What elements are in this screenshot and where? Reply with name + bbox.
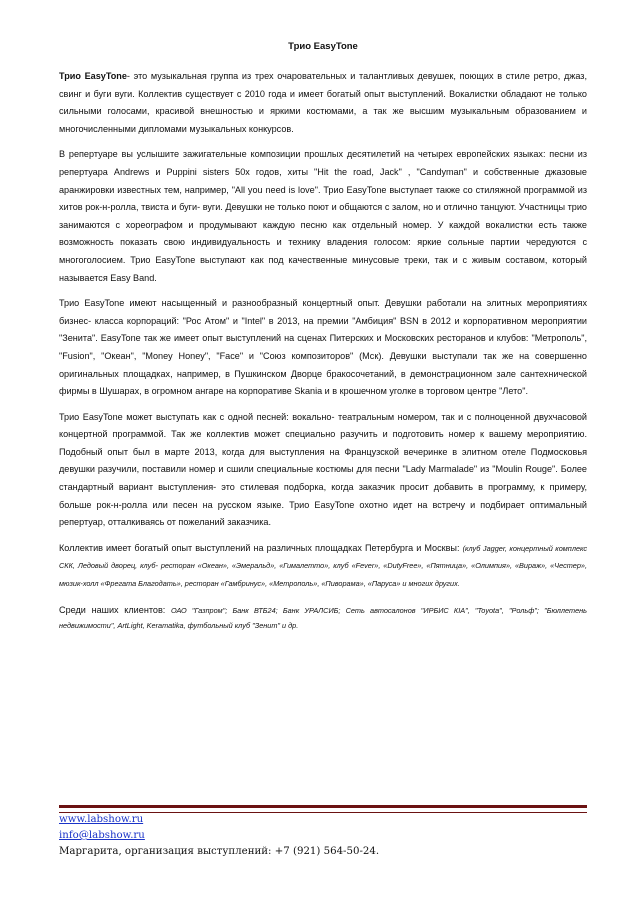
email-link[interactable]: info@labshow.ru: [59, 830, 145, 841]
clients-list: ОАО "Газпром"; Банк ВТБ24; Банк УРАЛСИБ; Сеть автосалонов "ИРБИС КIA", "Toyota", "Рольф"; "Бюллетень недвижимости", ArtLight, Keramatika, футбольный клуб "Зенит" и др.: [59, 605, 587, 630]
website-link[interactable]: www.labshow.ru: [59, 814, 144, 825]
paragraph-formats: Трио EasyTone может выступать как с одной песней: вокально- театральным номером, так и с полноценной двухчасовой концертной программой. Так же коллектив может специально разучить и подготовить номер к вашему мероприятию. Подобный опыт был в марте 2013, когда для выступления на Французской вечеринке в элитном отеле Подмосковья девушки разучили, поставили номер и сшили специальные костюмы для песни "Lady Marmalade" из "Moulin Rouge". Более стандартный вариант выступления- это стилевая подборка, когда заказчик просит добавить в программу, к примеру, больше рок-н-ролла или песен на русском языке. Трио EasyTone охотно идет на встречу и подбирает оптимальный репертуар, отталкиваясь от пожеланий заказчика.: [59, 411, 587, 528]
document-title: Трио EasyTone: [288, 41, 358, 52]
intro-text: - это музыкальная группа из трех очаровательных и талантливых девушек, поющих в стиле ретро, джаз, свинг и буги вуги. Коллектив существует с 2010 года и имеет богатый опыт выступлений. Вокалистки обладают не только сильными голосами, красивой внешностью и яркими костюмами, а так же высшим музыкальным образованием и многочисленными дипломами музыкальных конкурсов.: [59, 71, 587, 134]
paragraph-venues: [59, 540, 587, 593]
document-body: [59, 40, 587, 641]
venues-list: (клуб Jagger, концертный комплекс СКК, Ледовый дворец, клуб- ресторан «Океан», «Эмеральд», «Гималетто», клуб «Fever», «DutyFree», «Пятница», «Олимпия», «Вираж», «Честер», мюзик-холл «Фрегата Благодать», ресторан «Гамбринус», «Метрополь», «Пиворама», «Паруса» и многих других.: [59, 543, 588, 589]
paragraph-repertoire: В репертуаре вы услышите зажигательные композиции прошлых десятилетий на четырех европейских языках: песни из репертуара Andrews и Puppini sisters 50х годов, хиты "Hit the road, Jack" , "Candyman" и собственные джазовые аранжировки известных тем, например, "All you need is love". Трио EasyTone выступает также со стиляжной программой из хитов рок-н-ролла, твиста и буги- вуги. Девушки не только поют и общаются с залом, но и отлично танцуют. Участницы трио занимаются с хореографом и продумывают каждую песню как отдельный номер. У каждой вокалистки есть также возможность показать свою индивидуальность и технику владения голосом: яркие сольные партии чередуются с многоголосием. Трио EasyTone выступают как под качественные минусовые треки, так и с живым составом, который называется Easy Band.: [59, 149, 587, 283]
paragraph-intro: [59, 68, 587, 138]
venues-text: Коллектив имеет богатый опыт выступлений на различных площадках Петербурга и Москвы:: [59, 542, 463, 553]
paragraph-clients: [59, 603, 587, 633]
contact-line: Маргарита, организация выступлений: +7 (921) 564-50-24.: [59, 846, 380, 857]
clients-lead: Среди наших клиентов:: [59, 604, 172, 615]
paragraph-experience: Трио EasyTone имеют насыщенный и разнообразный концертный опыт. Девушки работали на элитных мероприятиях бизнес- класса корпораций: "Рос Атом" и "Intel" в 2013, на премии "Амбиция" BSN в 2012 и корпоративном мероприятии "Зенита". EasyTone так же имеет опыт выступлений на сценах Питерских и Московских ресторанов и клубов: "Метрополь", "Fusion", "Океан", "Money Honey", "Face" и "Союз композиторов" (Мск). Девушки выступали так же на совершенно оригинальных площадках, например, в Пушкинском Дворце бракосочетаний, в демонстрационном зале сантехнической фирмы в Шушарах, в огромном ангаре на корпоративе Skania и в крошечном уголке в торговом центре "Лето".: [59, 298, 587, 397]
intro-lead: Трио EasyTone: [59, 71, 127, 81]
footer: [59, 812, 587, 860]
